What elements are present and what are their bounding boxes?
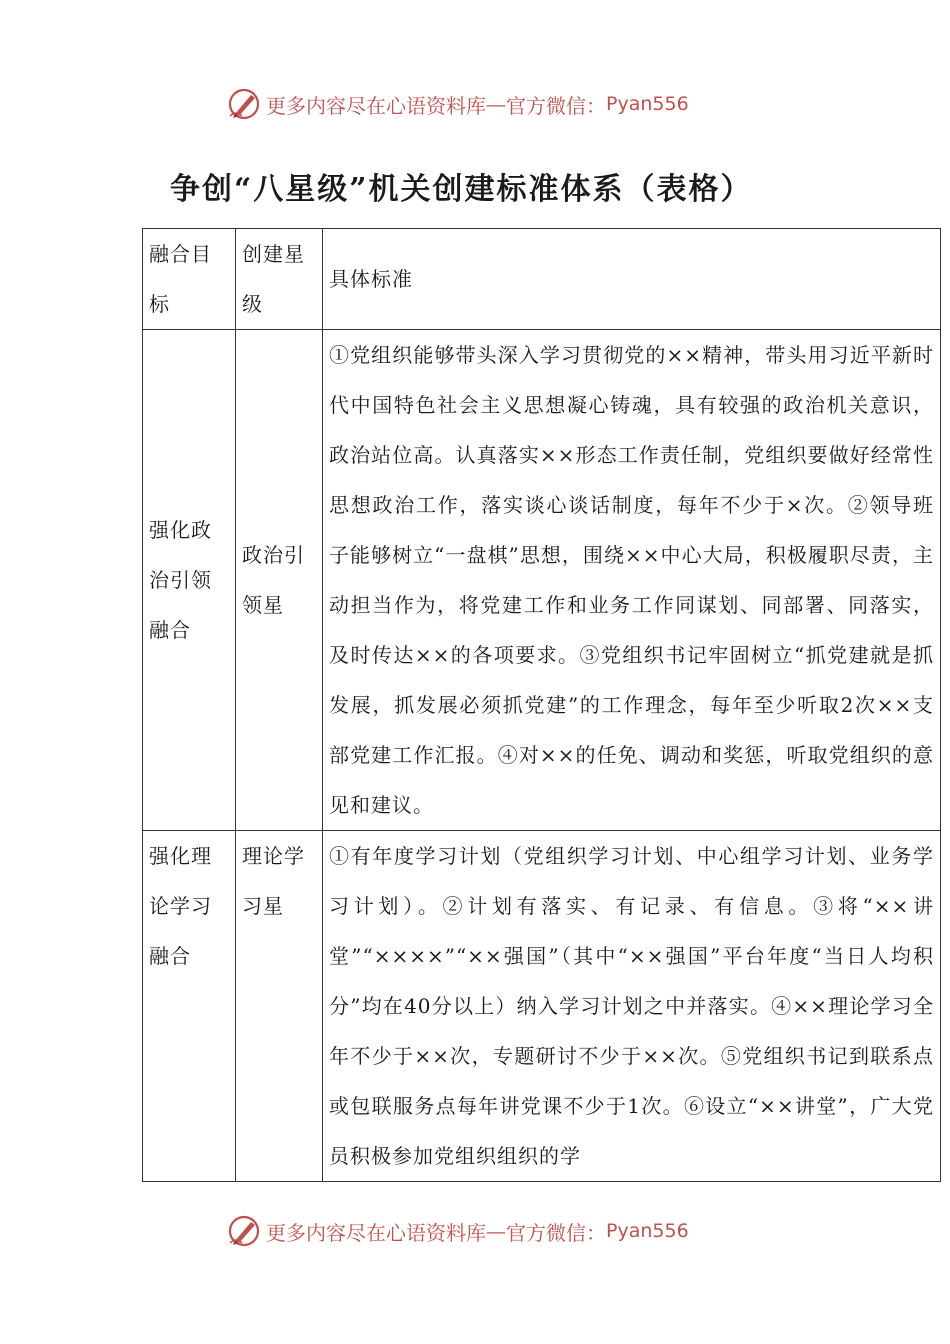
row-star: 政治引领星	[236, 330, 323, 831]
table-row	[143, 330, 941, 831]
row-star: 理论学习星	[236, 831, 323, 1182]
row-goal: 强化政治引领融合	[143, 330, 236, 831]
watermark-text: 更多内容尽在心语资料库	[266, 1220, 486, 1245]
page-title: 争创“八星级”机关创建标准体系（表格）	[170, 172, 753, 207]
watermark-prefix: 官方微信：	[506, 93, 606, 118]
watermark-separator: —	[486, 92, 506, 116]
watermark-wechat-id: Pyan556	[606, 93, 689, 115]
watermark-bottom	[226, 1211, 746, 1251]
table-row	[143, 831, 941, 1182]
pen-logo-icon	[226, 1213, 262, 1249]
header-standard: 具体标准	[323, 229, 941, 330]
watermark-text: 更多内容尽在心语资料库	[266, 93, 486, 118]
row-goal: 强化理论学习融合	[143, 831, 236, 1182]
watermark-top	[226, 84, 746, 124]
standards-table	[142, 228, 941, 1182]
pen-logo-icon	[226, 86, 262, 122]
watermark-wechat-id: Pyan556	[606, 1220, 689, 1242]
header-goal: 融合目标	[143, 229, 236, 330]
row-standard: ①党组织能够带头深入学习贯彻党的××精神，带头用习近平新时代中国特色社会主义思想凝心铸魂，具有较强的政治机关意识，政治站位高。认真落实××形态工作责任制，党组织要做好经常性思想政治工作，落实谈心谈话制度，每年不少于×次。②领导班子能够树立“一盘棋”思想，围绕××中心大局，积极履职尽责，主动担当作为，将党建工作和业务工作同谋划、同部署、同落实，及时传达××的各项要求。③党组织书记牢固树立“抓党建就是抓发展，抓发展必须抓党建”的工作理念，每年至少听取2次××支部党建工作汇报。④对××的任免、调动和奖惩，听取党组织的意见和建议。	[323, 330, 941, 831]
watermark-separator: —	[486, 1219, 506, 1243]
table-header-row	[143, 229, 941, 330]
header-star: 创建星级	[236, 229, 323, 330]
row-standard: ①有年度学习计划（党组织学习计划、中心组学习计划、业务学习计划）。②计划有落实、有记录、有信息。③将“××讲堂”“××××”“××强国”（其中“××强国”平台年度“当日人均积分”均在40分以上）纳入学习计划之中并落实。④××理论学习全年不少于××次，专题研讨不少于××次。⑤党组织书记到联系点或包联服务点每年讲党课不少于1次。⑥设立“××讲堂”，广大党员积极参加党组织组织的学	[323, 831, 941, 1182]
watermark-prefix: 官方微信：	[506, 1220, 606, 1245]
